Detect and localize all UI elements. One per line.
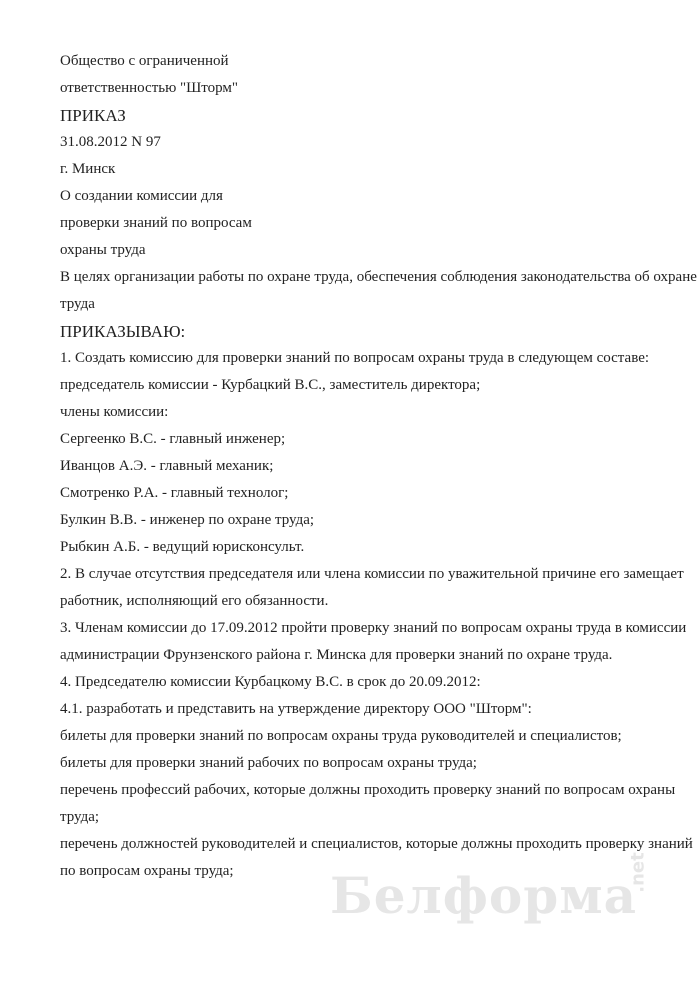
body-line: администрации Фрунзенского района г. Минска для проверки знаний по охране труда. [60, 647, 613, 663]
watermark-logo: Белформа [330, 866, 638, 925]
body-line: 1. Создать комиссию для проверки знаний по вопросам охраны труда в следующем составе: [60, 350, 650, 366]
body-line: Сергеенко В.С. - главный инженер; [60, 431, 286, 447]
body-line: билеты для проверки знаний рабочих по вопросам охраны труда; [60, 755, 477, 771]
body-line: перечень профессий рабочих, которые должны проходить проверку знаний по вопросам охраны [60, 782, 676, 798]
org-name-line-1: Общество с ограниченной [60, 53, 229, 69]
body-line: 4.1. разработать и представить на утверждение директору ООО "Шторм": [60, 701, 532, 717]
body-line: члены комиссии: [60, 404, 169, 420]
date-number: 31.08.2012 N 97 [60, 134, 161, 150]
document-body [60, 48, 697, 885]
city: г. Минск [60, 161, 116, 177]
watermark-suffix: .net [627, 852, 649, 893]
body-line: Смотренко Р.А. - главный технолог; [60, 485, 289, 501]
body-line: труда; [60, 809, 100, 825]
body-line: Рыбкин А.Б. - ведущий юрисконсульт. [60, 539, 305, 555]
body-line: 2. В случае отсутствия председателя или члена комиссии по уважительной причине его замещает [60, 566, 684, 582]
order-heading: ПРИКАЗЫВАЮ: [60, 322, 186, 341]
body-line: перечень должностей руководителей и специалистов, которые должны проходить проверку знаний [60, 836, 693, 852]
body-line: 3. Членам комиссии до 17.09.2012 пройти проверку знаний по вопросам охраны труда в комиссии [60, 620, 687, 636]
subject-line-3: охраны труда [60, 242, 146, 258]
subject-line-2: проверки знаний по вопросам [60, 215, 252, 231]
body-line: работник, исполняющий его обязанности. [60, 593, 329, 609]
subject-line-1: О создании комиссии для [60, 188, 223, 204]
body-line: Булкин В.В. - инженер по охране труда; [60, 512, 315, 528]
document-type: ПРИКАЗ [60, 106, 126, 125]
body-line: по вопросам охраны труда; [60, 863, 234, 879]
body-line: Иванцов А.Э. - главный механик; [60, 458, 274, 474]
body-line: председатель комиссии - Курбацкий В.С., заместитель директора; [60, 377, 481, 393]
body-line: труда [60, 296, 95, 312]
org-name-line-2: ответственностью "Шторм" [60, 80, 239, 96]
body-line: В целях организации работы по охране труда, обеспечения соблюдения законодательства об охране [60, 269, 697, 285]
body-line: билеты для проверки знаний по вопросам охраны труда руководителей и специалистов; [60, 728, 622, 744]
body-line: 4. Председателю комиссии Курбацкому В.С. в срок до 20.09.2012: [60, 674, 481, 690]
